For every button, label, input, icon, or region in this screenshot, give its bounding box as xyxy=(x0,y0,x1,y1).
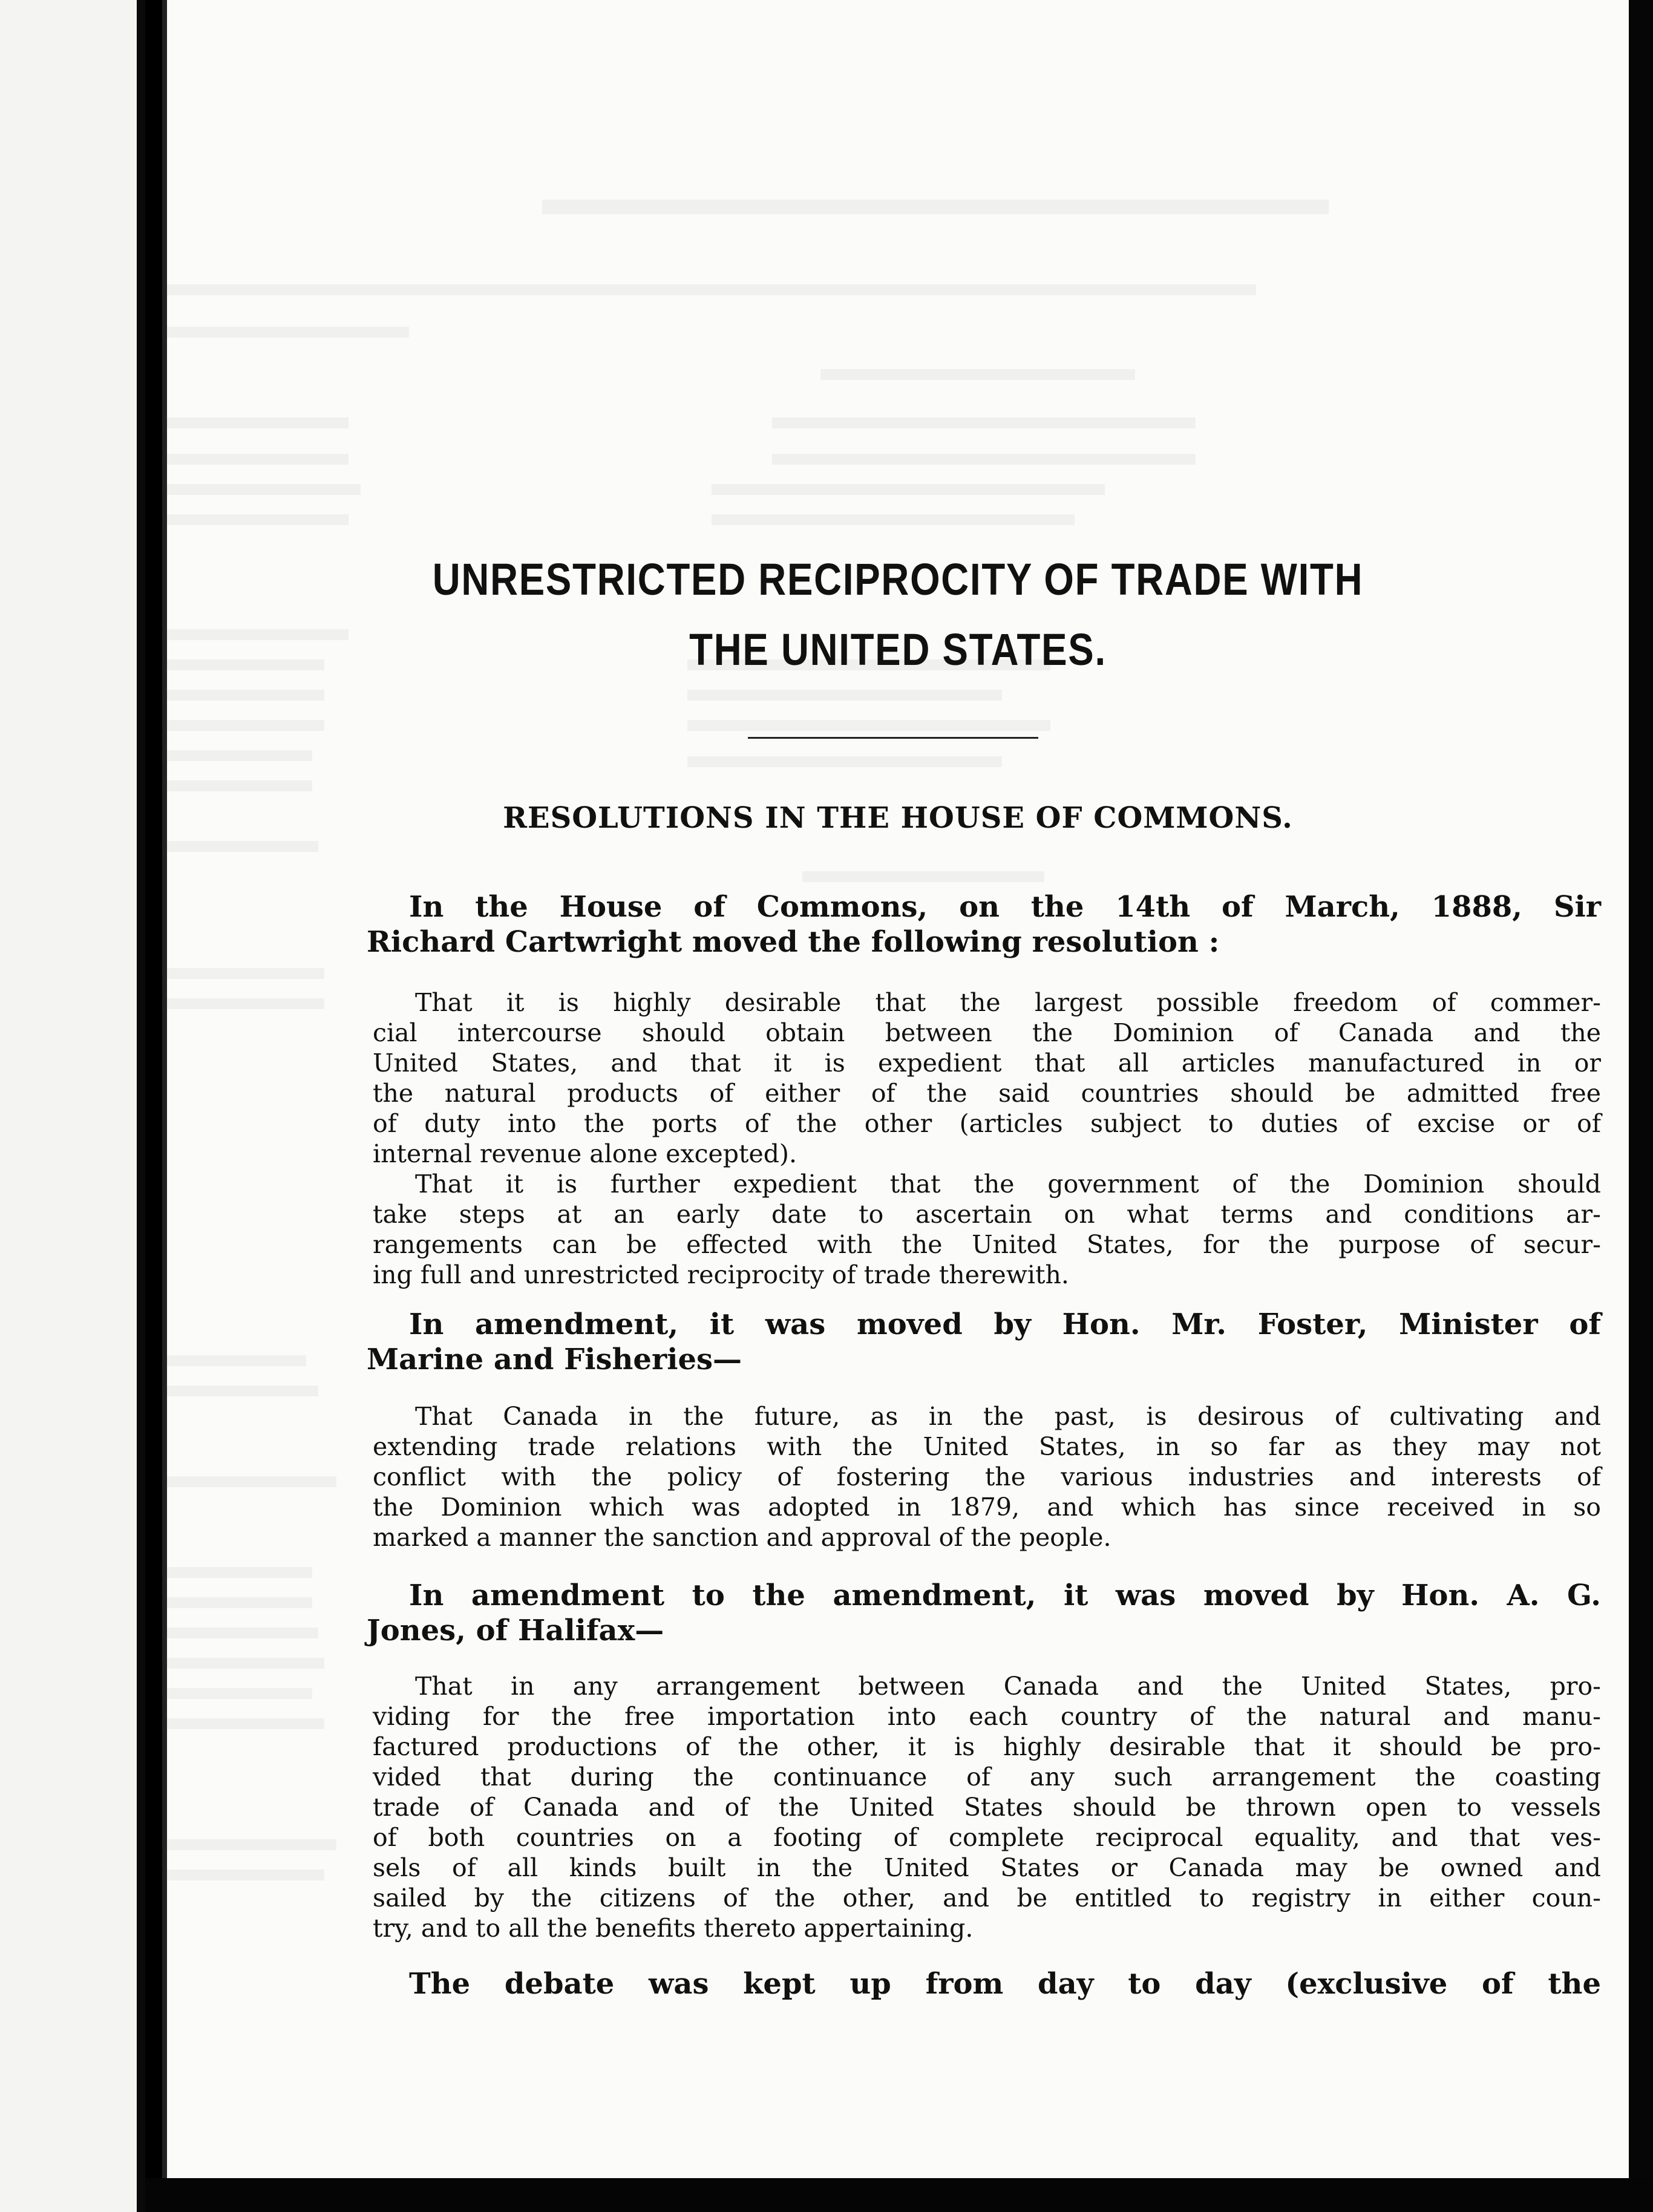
sub-amendment-line: sels of all kinds built in the United States or Canada may be owned and xyxy=(373,1853,1601,1882)
sub-amendment-intro xyxy=(367,1578,1601,1648)
title-line-1: UNRESTRICTED RECIPROCITY OF TRADE WITH xyxy=(432,554,1364,604)
resolution-1-line: United States, and that it is expedient that all articles manufactured in or xyxy=(373,1049,1601,1078)
document-title xyxy=(269,545,1527,685)
amendment-line: That Canada in the future, as in the past, is desirous of cultivating and xyxy=(415,1402,1601,1431)
title-line-2: THE UNITED STATES. xyxy=(689,624,1107,675)
resolution-2 xyxy=(373,1169,1601,1290)
sub-amendment-intro-line-2: Jones, of Halifax— xyxy=(367,1614,664,1648)
document-page xyxy=(167,0,1629,2178)
sub-amendment-line: viding for the free importation into each country of the natural and manu- xyxy=(373,1702,1601,1731)
sub-amendment-line: try, and to all the benefits thereto appertaining. xyxy=(373,1914,974,1943)
resolution-2-line: take steps at an early date to ascertain on what terms and conditions ar- xyxy=(373,1200,1601,1229)
resolution-1-line: cial intercourse should obtain between the Dominion of Canada and the xyxy=(373,1018,1601,1047)
sub-amendment-line: That in any arrangement between Canada and the United States, pro- xyxy=(415,1672,1601,1701)
sub-amendment-text xyxy=(373,1671,1601,1943)
amendment-intro xyxy=(367,1307,1601,1377)
amendment-line: conflict with the policy of fostering the various industries and interests of xyxy=(373,1462,1601,1491)
resolution-2-line: ing full and unrestricted reciprocity of trade therewith. xyxy=(373,1260,1069,1289)
resolution-1-line: That it is highly desirable that the largest possible freedom of commer- xyxy=(415,988,1601,1017)
intro-paragraph xyxy=(367,889,1601,960)
resolution-1-line: the natural products of either of the said countries should be admitted free xyxy=(373,1079,1601,1108)
left-page-leaf xyxy=(0,0,143,2212)
amendment-intro-line-1: In amendment, it was moved by Hon. Mr. Foster, Minister of xyxy=(409,1307,1601,1341)
resolution-1 xyxy=(373,987,1601,1169)
resolution-2-line: That it is further expedient that the government of the Dominion should xyxy=(415,1170,1601,1199)
sub-amendment-line: trade of Canada and of the United States should be thrown open to vessels xyxy=(373,1793,1601,1822)
amendment-intro-line-2: Marine and Fisheries— xyxy=(367,1343,742,1376)
sub-amendment-line: sailed by the citizens of the other, and be entitled to registry in either coun- xyxy=(373,1883,1601,1913)
amendment-line: the Dominion which was adopted in 1879, and which has since received in so xyxy=(373,1493,1601,1522)
section-heading: RESOLUTIONS IN THE HOUSE OF COMMONS. xyxy=(503,801,1293,835)
left-page-edge xyxy=(137,0,145,2212)
gutter-line xyxy=(162,0,167,2212)
title-divider xyxy=(748,737,1038,739)
sub-amendment-line: of both countries on a footing of complete reciprocal equality, and that ves- xyxy=(373,1823,1601,1852)
amendment-line: extending trade relations with the United States, in so far as they may not xyxy=(373,1432,1601,1461)
closing-line: The debate was kept up from day to day (exclusive of the xyxy=(409,1967,1601,2001)
scan-frame-bottom xyxy=(145,2178,1653,2212)
closing-paragraph xyxy=(367,1966,1601,2001)
sub-amendment-intro-line-1: In amendment to the amendment, it was moved by Hon. A. G. xyxy=(409,1579,1601,1612)
resolution-1-line: of duty into the ports of the other (articles subject to duties of excise or of xyxy=(373,1109,1601,1138)
scan-frame-right xyxy=(1629,0,1653,2212)
intro-line-2: Richard Cartwright moved the following resolution : xyxy=(367,925,1220,959)
intro-line-1: In the House of Commons, on the 14th of March, 1888, Sir xyxy=(409,890,1601,924)
sub-amendment-line: factured productions of the other, it is highly desirable that it should be pro- xyxy=(373,1732,1601,1761)
sub-amendment-line: vided that during the continuance of any such arrangement the coasting xyxy=(373,1762,1601,1792)
resolution-1-line: internal revenue alone excepted). xyxy=(373,1139,797,1168)
amendment-text xyxy=(373,1401,1601,1553)
resolution-2-line: rangements can be effected with the United States, for the purpose of secur- xyxy=(373,1230,1601,1259)
amendment-line: marked a manner the sanction and approval of the people. xyxy=(373,1523,1111,1552)
